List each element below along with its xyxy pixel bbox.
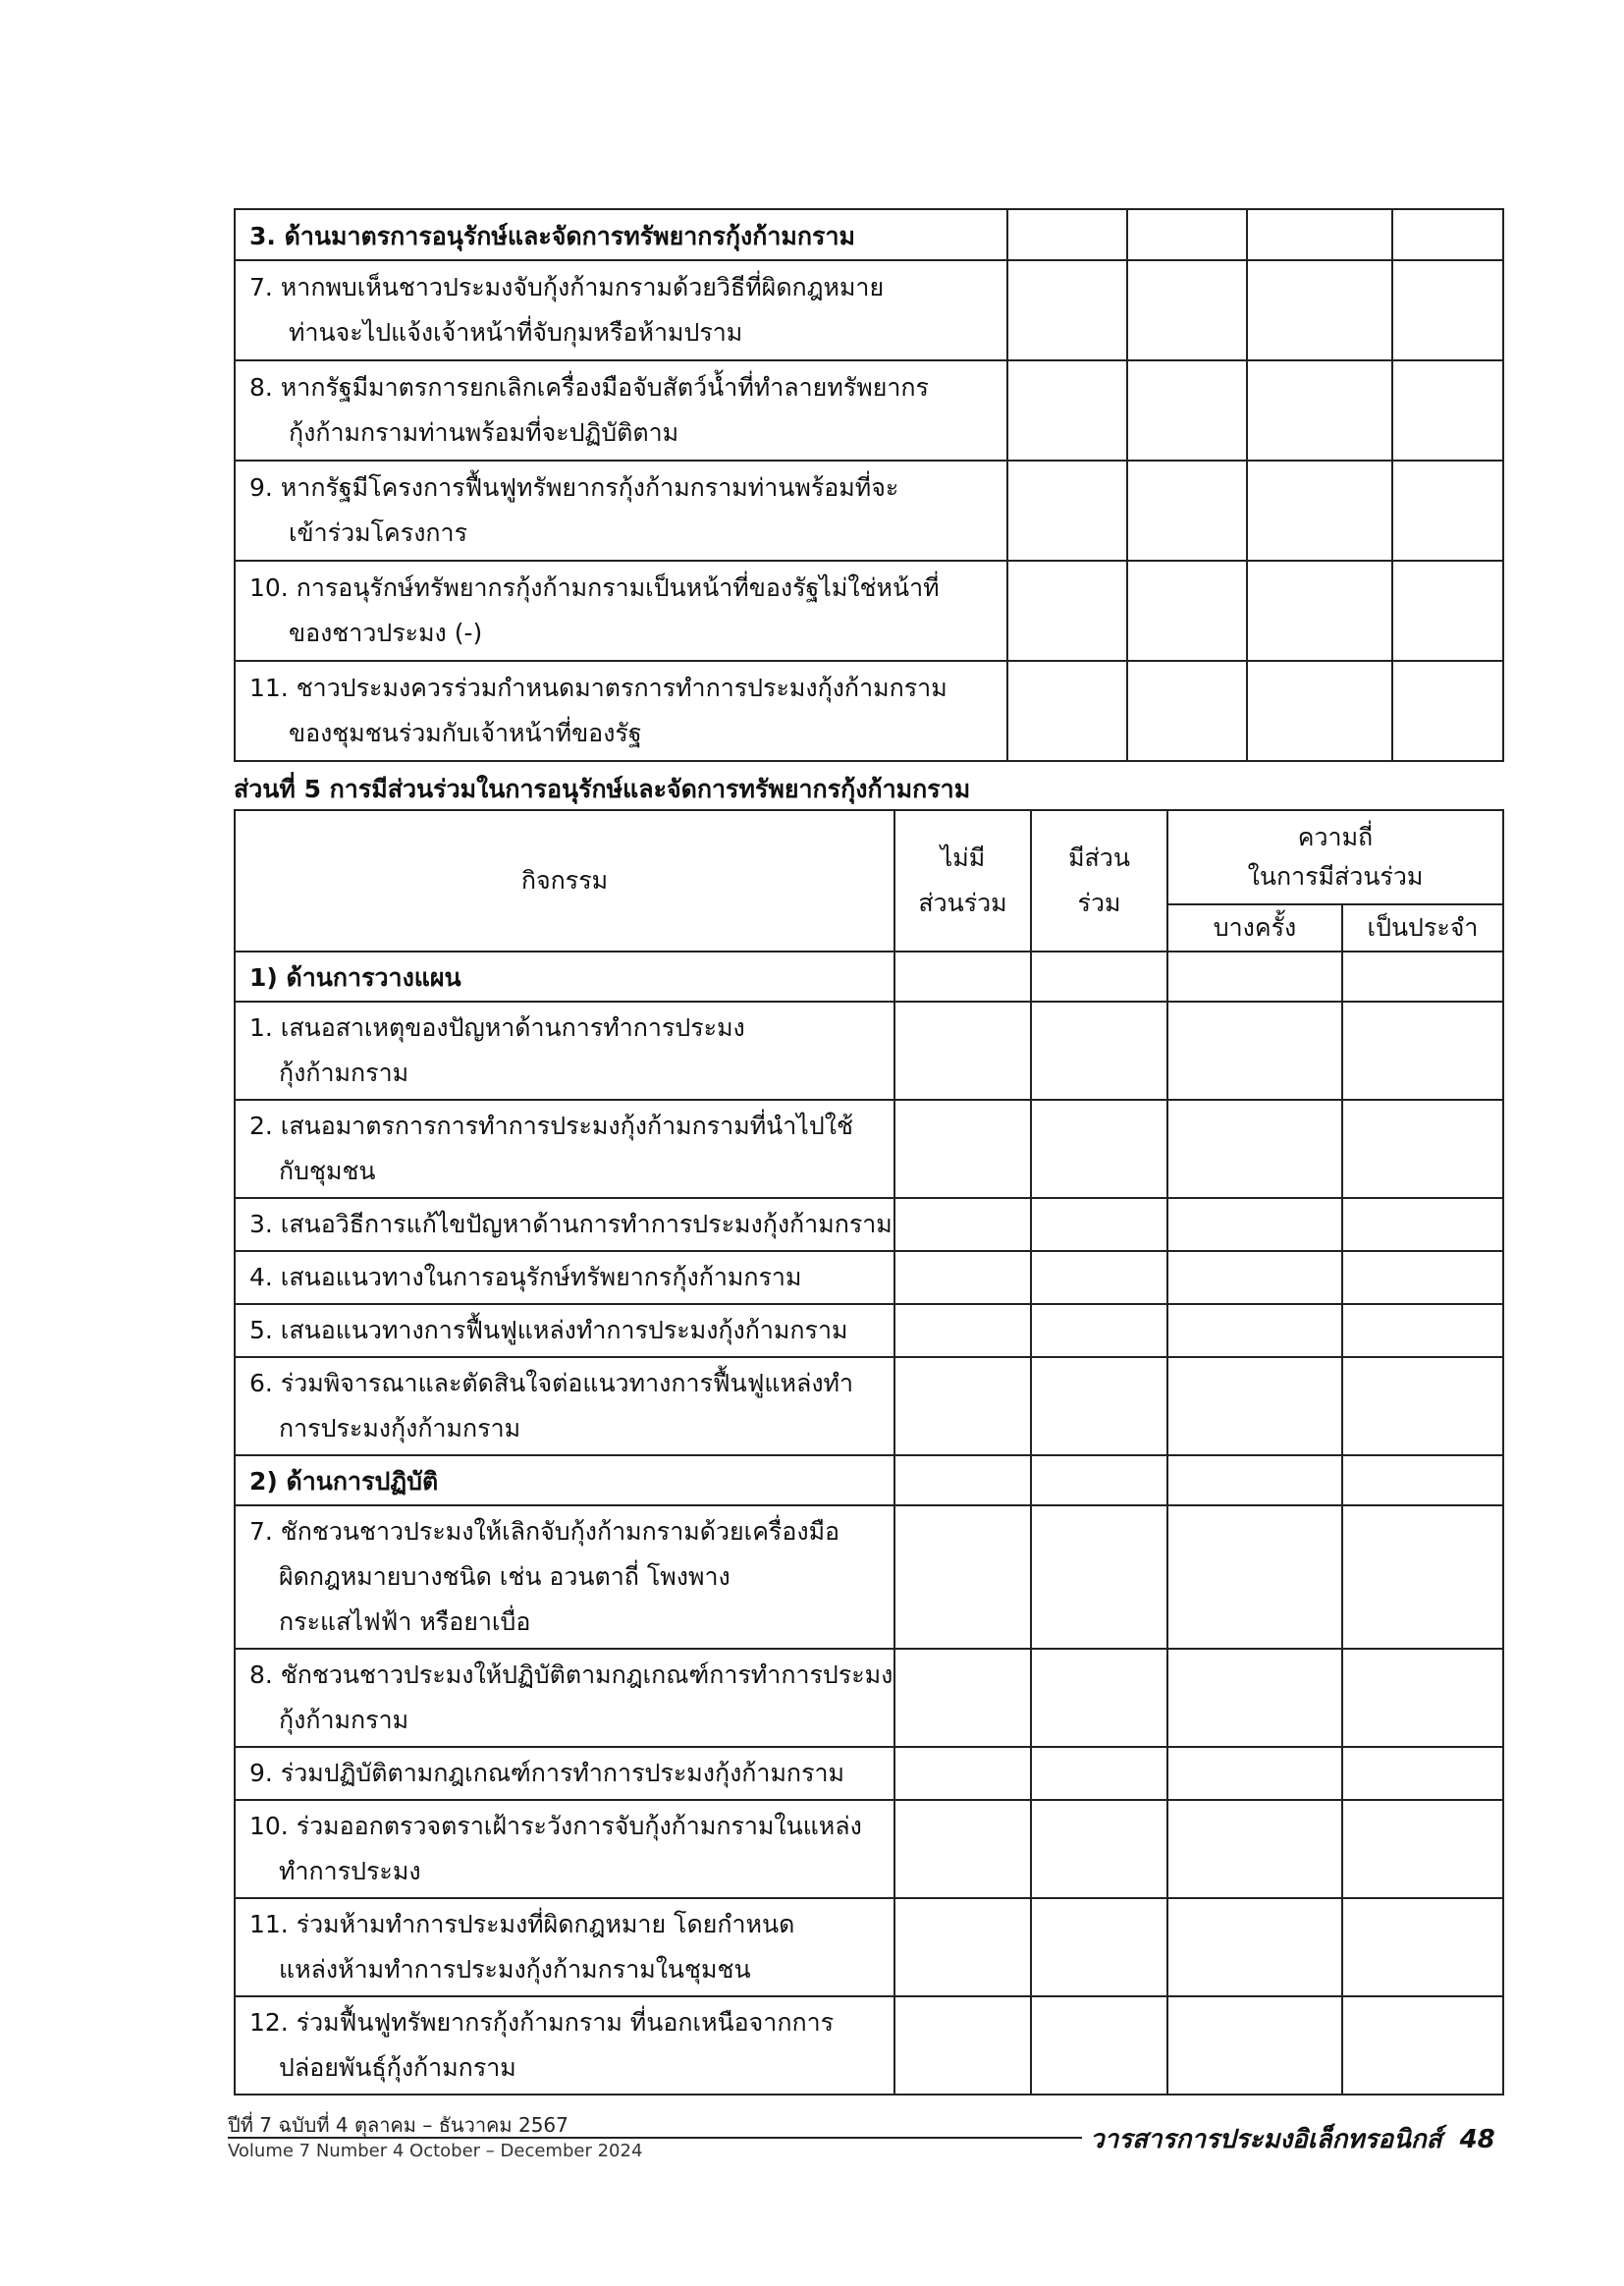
rating-cell[interactable] xyxy=(1007,260,1127,360)
answer-cell[interactable] xyxy=(1167,1304,1342,1357)
activity-cell: 3. เสนอวิธีการแก้ไขปัญหาด้านการทำการประมงกุ้งก้ามกราม xyxy=(235,1198,894,1251)
answer-cell[interactable] xyxy=(1342,1002,1503,1100)
rating-cell[interactable] xyxy=(1247,360,1392,461)
rating-cell[interactable] xyxy=(1127,260,1247,360)
table-row xyxy=(235,461,1503,561)
participation-header: มีส่วน ร่วม xyxy=(1031,810,1167,952)
rating-cell[interactable] xyxy=(1007,360,1127,461)
rating-cell[interactable] xyxy=(1392,561,1503,661)
answer-cell[interactable] xyxy=(894,1357,1031,1455)
answer-cell[interactable] xyxy=(894,1800,1031,1898)
section5-table xyxy=(234,809,1504,2096)
answer-cell[interactable] xyxy=(1031,1505,1167,1649)
answer-cell[interactable] xyxy=(1342,1455,1503,1505)
table-row xyxy=(235,1505,1503,1649)
rating-cell[interactable] xyxy=(1247,461,1392,561)
answer-cell[interactable] xyxy=(1167,952,1342,1002)
table-row xyxy=(235,260,1503,360)
no-participation-header: ไม่มี ส่วนร่วม xyxy=(894,810,1031,952)
answer-cell[interactable] xyxy=(1031,1251,1167,1304)
section3-header-row xyxy=(235,209,1503,260)
sometimes-header: บางครั้ง xyxy=(1167,904,1342,952)
answer-cell[interactable] xyxy=(1167,1649,1342,1747)
answer-cell[interactable] xyxy=(1167,1505,1342,1649)
table-row xyxy=(235,1800,1503,1898)
answer-cell[interactable] xyxy=(1031,1747,1167,1800)
table-row xyxy=(235,1002,1503,1100)
rating-cell[interactable] xyxy=(1127,360,1247,461)
answer-cell[interactable] xyxy=(894,1455,1031,1505)
table-row xyxy=(235,360,1503,461)
regular-header: เป็นประจำ xyxy=(1342,904,1503,952)
question-cell: 8. หากรัฐมีมาตรการยกเลิกเครื่องมือจับสัตว์น้ำที่ทำลายทรัพยากร กุ้งก้ามกรามท่านพร้อมที่จะปฏิบัติตาม xyxy=(235,360,1007,461)
activity-cell: 9. ร่วมปฏิบัติตามกฎเกณฑ์การทำการประมงกุ้งก้ามกราม xyxy=(235,1747,894,1800)
table-row xyxy=(235,561,1503,661)
answer-cell[interactable] xyxy=(1167,1100,1342,1198)
answer-cell[interactable] xyxy=(894,1002,1031,1100)
answer-cell[interactable] xyxy=(1342,1649,1503,1747)
answer-cell[interactable] xyxy=(894,1898,1031,1996)
activity-cell: 2. เสนอมาตรการการทำการประมงกุ้งก้ามกรามที่นำไปใช้ กับชุมชน xyxy=(235,1100,894,1198)
rating-cell[interactable] xyxy=(1007,661,1127,761)
rating-cell[interactable] xyxy=(1127,461,1247,561)
table-row xyxy=(235,661,1503,761)
answer-cell[interactable] xyxy=(894,1747,1031,1800)
planning-group-header: 1) ด้านการวางแผน xyxy=(235,952,894,1002)
rating-cell[interactable] xyxy=(1392,461,1503,561)
answer-cell[interactable] xyxy=(1031,1455,1167,1505)
rating-cell[interactable] xyxy=(1247,260,1392,360)
answer-cell[interactable] xyxy=(1167,1800,1342,1898)
table-row xyxy=(235,1996,1503,2095)
table-row xyxy=(235,1747,1503,1800)
answer-cell[interactable] xyxy=(1167,1002,1342,1100)
question-cell: 10. การอนุรักษ์ทรัพยากรกุ้งก้ามกรามเป็นหน้าที่ของรัฐไม่ใช่หน้าที่ ของชาวประมง (-) xyxy=(235,561,1007,661)
answer-cell[interactable] xyxy=(1167,1455,1342,1505)
answer-cell[interactable] xyxy=(1167,1251,1342,1304)
answer-cell[interactable] xyxy=(894,952,1031,1002)
question-cell: 11. ชาวประมงควรร่วมกำหนดมาตรการทำการประมงกุ้งก้ามกราม ของชุมชนร่วมกับเจ้าหน้าที่ของรัฐ xyxy=(235,661,1007,761)
activity-cell: 11. ร่วมห้ามทำการประมงที่ผิดกฎหมาย โดยกำหนด แหล่งห้ามทำการประมงกุ้งก้ามกรามในชุมชน xyxy=(235,1898,894,1996)
answer-cell[interactable] xyxy=(1167,1357,1342,1455)
footer-thai-issue: ปีที่ 7 ฉบับที่ 4 ตุลาคม – ธันวาคม 2567 xyxy=(228,2113,568,2137)
answer-cell[interactable] xyxy=(894,1304,1031,1357)
answer-cell[interactable] xyxy=(1342,1100,1503,1198)
table-row xyxy=(235,1357,1503,1455)
question-cell: 7. หากพบเห็นชาวประมงจับกุ้งก้ามกรามด้วยวิธีที่ผิดกฎหมาย ท่านจะไปแจ้งเจ้าหน้าที่จับกุมหรือห้ามปราม xyxy=(235,260,1007,360)
rating-cell[interactable] xyxy=(1392,661,1503,761)
rating-cell[interactable] xyxy=(1392,360,1503,461)
answer-cell[interactable] xyxy=(1342,952,1503,1002)
answer-cell[interactable] xyxy=(1031,1304,1167,1357)
footer-english-issue: Volume 7 Number 4 October – December 2024 xyxy=(228,2141,643,2161)
section5-title: ส่วนที่ 5 การมีส่วนร่วมในการอนุรักษ์และจัดการทรัพยากรกุ้งก้ามกราม xyxy=(234,775,971,803)
activity-header: กิจกรรม xyxy=(235,810,894,952)
rating-cell[interactable] xyxy=(1247,561,1392,661)
answer-cell[interactable] xyxy=(1342,1898,1503,1996)
answer-cell[interactable] xyxy=(1031,952,1167,1002)
rating-cell[interactable] xyxy=(1007,561,1127,661)
answer-cell[interactable] xyxy=(1031,1100,1167,1198)
answer-cell[interactable] xyxy=(1342,1800,1503,1898)
answer-cell[interactable] xyxy=(1342,1198,1503,1251)
question-cell: 9. หากรัฐมีโครงการฟื้นฟูทรัพยากรกุ้งก้ามกรามท่านพร้อมที่จะ เข้าร่วมโครงการ xyxy=(235,461,1007,561)
answer-cell[interactable] xyxy=(1342,1304,1503,1357)
table-row xyxy=(235,1100,1503,1198)
group-row xyxy=(235,952,1503,1002)
activity-cell: 7. ชักชวนชาวประมงให้เลิกจับกุ้งก้ามกรามด้วยเครื่องมือ ผิดกฎหมายบางชนิด เช่น อวนตาถี่ โพงพาง กระแสไฟฟ้า หรือยาเบื่อ xyxy=(235,1505,894,1649)
answer-cell[interactable] xyxy=(894,1505,1031,1649)
answer-cell[interactable] xyxy=(1342,1747,1503,1800)
rating-cell[interactable] xyxy=(1007,461,1127,561)
page-number: 48 xyxy=(1459,2125,1495,2154)
answer-cell[interactable] xyxy=(1031,1898,1167,1996)
rating-cell[interactable] xyxy=(1127,661,1247,761)
answer-cell[interactable] xyxy=(1031,1649,1167,1747)
table-row xyxy=(235,1198,1503,1251)
table-row xyxy=(235,1251,1503,1304)
answer-cell[interactable] xyxy=(1342,1505,1503,1649)
practice-group-header: 2) ด้านการปฏิบัติ xyxy=(235,1455,894,1505)
answer-cell[interactable] xyxy=(1167,1747,1342,1800)
answer-cell[interactable] xyxy=(1167,1996,1342,2095)
header-row xyxy=(235,810,1503,904)
answer-cell[interactable] xyxy=(1167,1198,1342,1251)
answer-cell[interactable] xyxy=(1031,1357,1167,1455)
rating-cell[interactable] xyxy=(1127,209,1247,260)
rating-cell[interactable] xyxy=(1392,260,1503,360)
section3-table xyxy=(234,208,1504,762)
answer-cell[interactable] xyxy=(894,1251,1031,1304)
section3-header: 3. ด้านมาตรการอนุรักษ์และจัดการทรัพยากรกุ้งก้ามกราม xyxy=(235,209,1007,260)
answer-cell[interactable] xyxy=(1342,1251,1503,1304)
answer-cell[interactable] xyxy=(1031,1996,1167,2095)
answer-cell[interactable] xyxy=(1342,1996,1503,2095)
answer-cell[interactable] xyxy=(1031,1800,1167,1898)
answer-cell[interactable] xyxy=(894,1100,1031,1198)
activity-cell: 5. เสนอแนวทางการฟื้นฟูแหล่งทำการประมงกุ้งก้ามกราม xyxy=(235,1304,894,1357)
rating-cell[interactable] xyxy=(1127,561,1247,661)
answer-cell[interactable] xyxy=(1031,1002,1167,1100)
table-row xyxy=(235,1649,1503,1747)
answer-cell[interactable] xyxy=(894,1198,1031,1251)
activity-cell: 1. เสนอสาเหตุของปัญหาด้านการทำการประมง กุ้งก้ามกราม xyxy=(235,1002,894,1100)
activity-cell: 12. ร่วมฟื้นฟูทรัพยากรกุ้งก้ามกราม ที่นอกเหนือจากการ ปล่อยพันธุ์กุ้งก้ามกราม xyxy=(235,1996,894,2095)
answer-cell[interactable] xyxy=(894,1649,1031,1747)
footer-journal xyxy=(1090,2119,1495,2159)
rating-cell[interactable] xyxy=(1247,209,1392,260)
table-row xyxy=(235,1898,1503,1996)
rating-cell[interactable] xyxy=(1007,209,1127,260)
rating-cell[interactable] xyxy=(1247,661,1392,761)
activity-cell: 6. ร่วมพิจารณาและตัดสินใจต่อแนวทางการฟื้นฟูแหล่งทำ การประมงกุ้งก้ามกราม xyxy=(235,1357,894,1455)
activity-cell: 8. ชักชวนชาวประมงให้ปฏิบัติตามกฎเกณฑ์การทำการประมง กุ้งก้ามกราม xyxy=(235,1649,894,1747)
answer-cell[interactable] xyxy=(894,1996,1031,2095)
frequency-header: ความถี่ ในการมีส่วนร่วม xyxy=(1167,810,1503,904)
answer-cell[interactable] xyxy=(1342,1357,1503,1455)
activity-cell: 10. ร่วมออกตรวจตราเฝ้าระวังการจับกุ้งก้ามกรามในแหล่ง ทำการประมง xyxy=(235,1800,894,1898)
table-row xyxy=(235,1304,1503,1357)
rating-cell[interactable] xyxy=(1392,209,1503,260)
footer-divider xyxy=(228,2137,1082,2139)
journal-name: วารสารการประมงอิเล็กทรอนิกส์ xyxy=(1090,2125,1442,2154)
activity-cell: 4. เสนอแนวทางในการอนุรักษ์ทรัพยากรกุ้งก้ามกราม xyxy=(235,1251,894,1304)
answer-cell[interactable] xyxy=(1167,1898,1342,1996)
group-row xyxy=(235,1455,1503,1505)
answer-cell[interactable] xyxy=(1031,1198,1167,1251)
